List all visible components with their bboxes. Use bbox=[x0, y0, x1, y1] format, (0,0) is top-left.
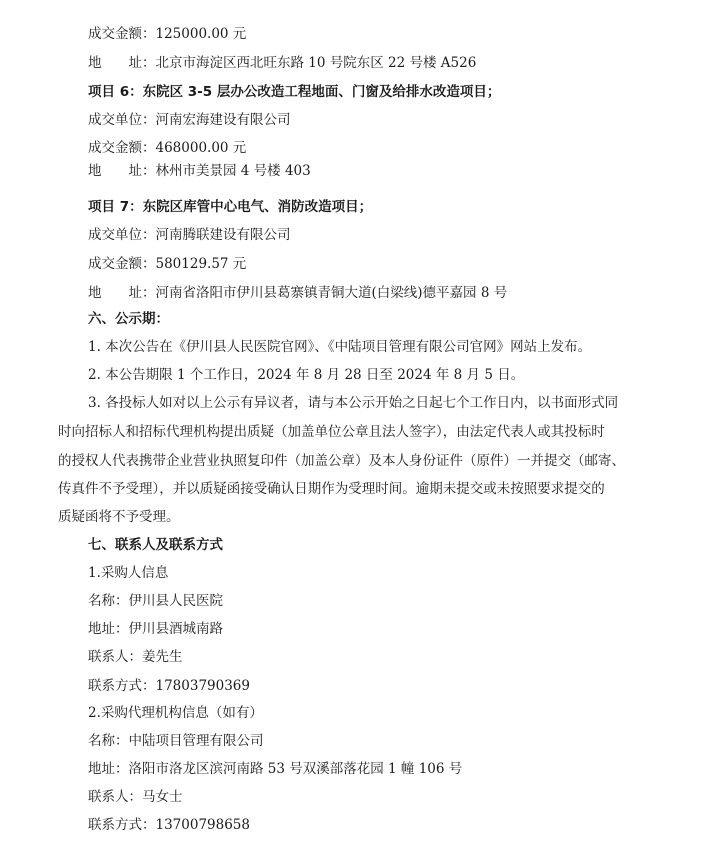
unit-value: 河南腾联建设有限公司 bbox=[155, 227, 291, 243]
section6-item3-line1: 3. 各投标人如对以上公示有异议者，请与本公示开始之日起七个工作日内，以书面形式同 bbox=[88, 395, 619, 411]
amount-label: 成交金额： bbox=[88, 26, 156, 42]
project6-title: 项目 6：东院区 3-5 层办公改造工程地面、门窗及给排水改造项目； bbox=[88, 84, 501, 100]
agent-phone: 联系方式：13700798658 bbox=[88, 817, 250, 833]
amount-value: 468000.00 元 bbox=[155, 140, 247, 156]
agent-heading: 2.采购代理机构信息（如有） bbox=[88, 705, 263, 721]
address-label: 地 址： bbox=[88, 55, 156, 71]
section6-heading: 六、公示期： bbox=[88, 311, 169, 327]
agent-address: 地址：洛阳市洛龙区滨河南路 53 号双溪部落花园 1 幢 106 号 bbox=[88, 761, 463, 777]
buyer-phone: 联系方式：17803790369 bbox=[88, 678, 250, 694]
buyer-contact: 联系人：姜先生 bbox=[88, 649, 183, 665]
unit-label: 成交单位： bbox=[88, 227, 156, 243]
project5-amount-row bbox=[88, 25, 246, 43]
section6-item3-line5: 质疑函将不予受理。 bbox=[58, 509, 180, 525]
project6-unit-row bbox=[88, 111, 291, 129]
amount-value: 125000.00 元 bbox=[155, 26, 247, 42]
address-label: 地 址： bbox=[88, 285, 156, 301]
address-value: 河南省洛阳市伊川县葛寨镇青铜大道(白梁线)德平嘉园 8 号 bbox=[155, 285, 508, 301]
agent-name: 名称：中陆项目管理有限公司 bbox=[88, 733, 264, 749]
address-value: 北京市海淀区西北旺东路 10 号院东区 22 号楼 A526 bbox=[155, 55, 477, 71]
project5-address-row bbox=[88, 54, 476, 72]
section6-item1: 1. 本次公告在《伊川县人民医院官网》、《中陆项目管理有限公司官网》网站上发布。 bbox=[88, 339, 592, 355]
amount-value: 580129.57 元 bbox=[155, 256, 247, 272]
address-label: 地 址： bbox=[88, 163, 156, 179]
buyer-heading: 1.采购人信息 bbox=[88, 565, 169, 581]
project7-unit-row bbox=[88, 226, 291, 244]
section7-heading: 七、联系人及联系方式 bbox=[88, 537, 223, 553]
agent-contact: 联系人：马女士 bbox=[88, 789, 183, 805]
amount-label: 成交金额： bbox=[88, 256, 156, 272]
section6-item2: 2. 本公告期限 1 个工作日，2024 年 8 月 28 日至 2024 年 8 月 5 日。 bbox=[88, 367, 525, 383]
unit-label: 成交单位： bbox=[88, 112, 156, 128]
project7-title: 项目 7：东院区库管中心电气、消防改造项目； bbox=[88, 199, 373, 215]
address-value: 林州市美景园 4 号楼 403 bbox=[155, 163, 311, 179]
buyer-name: 名称：伊川县人民医院 bbox=[88, 593, 223, 609]
project7-address-row bbox=[88, 284, 507, 302]
project6-amount-row bbox=[88, 139, 246, 157]
section6-item3-line2: 时向招标人和招标代理机构提出质疑（加盖单位公章且法人签字），由法定代表人或其投标时 bbox=[58, 424, 605, 440]
buyer-address: 地址：伊川县酒城南路 bbox=[88, 621, 223, 637]
section6-item3-line3: 的授权人代表携带企业营业执照复印件（加盖公章）及本人身份证件（原件）一并提交（邮寄、 bbox=[58, 453, 625, 469]
project7-amount-row bbox=[88, 255, 246, 273]
amount-label: 成交金额： bbox=[88, 140, 156, 156]
section6-item3-line4: 传真件不予受理），并以质疑函接受确认日期作为受理时间。逾期未提交或未按照要求提交的 bbox=[58, 481, 605, 497]
unit-value: 河南宏海建设有限公司 bbox=[155, 112, 291, 128]
project6-address-row bbox=[88, 162, 311, 180]
